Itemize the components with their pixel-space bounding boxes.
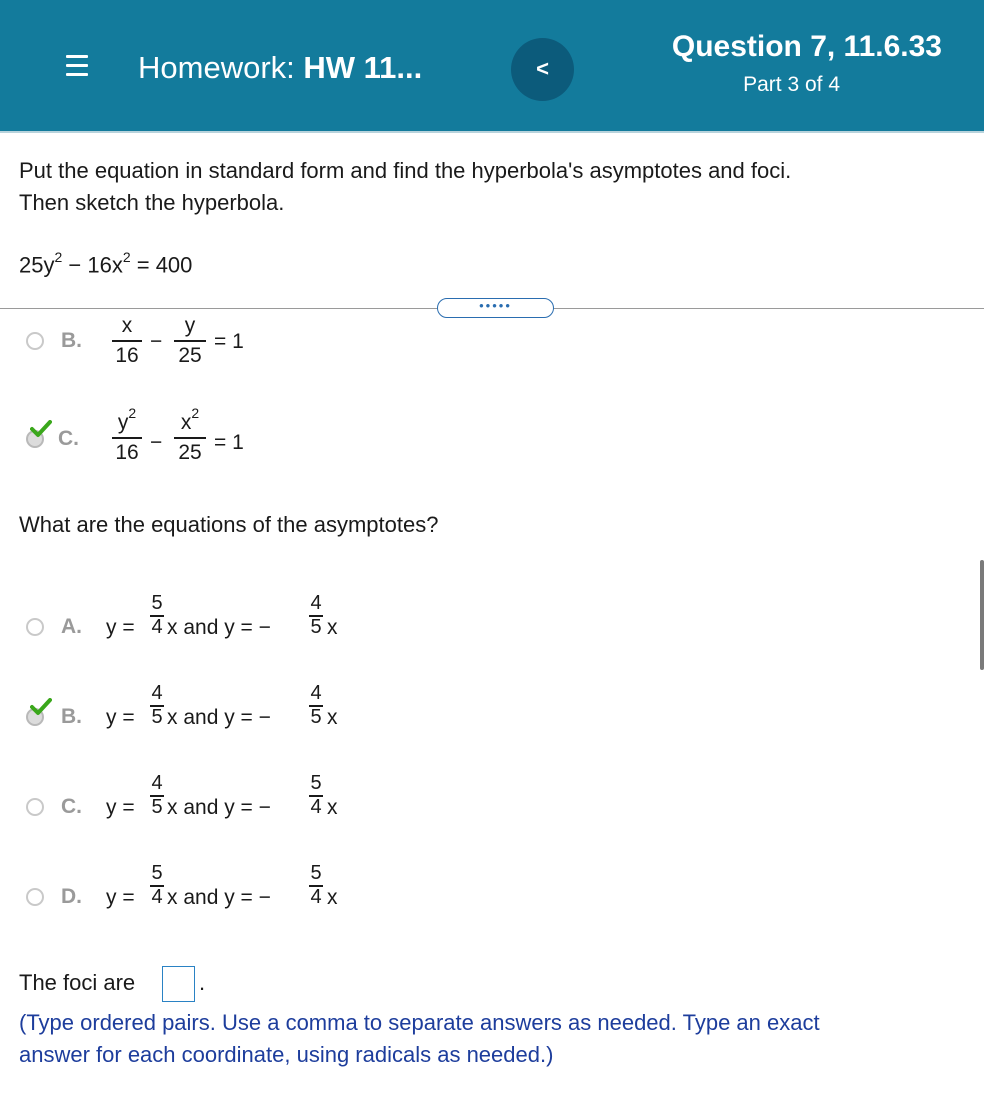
fraction-y-25: y 25 (174, 314, 206, 368)
radio-asymptote-d[interactable] (26, 888, 44, 906)
given-equation: $25y^2 - 16x^2 = 400$ (19, 249, 193, 278)
foci-hint (19, 1007, 820, 1071)
option-middle: x and y = − (167, 796, 271, 819)
option-prefix: y = (106, 886, 135, 909)
option-middle: x and y = − (167, 886, 271, 909)
fraction-y2-16: $y^2$ 16 (112, 404, 142, 465)
equals-one: = 1 (214, 330, 244, 353)
fraction-1: 4 5 (151, 682, 163, 728)
minus-sign: − (150, 330, 163, 353)
homework-title[interactable] (138, 50, 422, 86)
option-letter: B. (61, 329, 82, 352)
menu-icon[interactable] (64, 55, 90, 81)
fraction-x-16: x 16 (112, 314, 142, 368)
option-suffix: x (327, 796, 338, 819)
homework-name: HW 11... (303, 50, 423, 85)
option-prefix: y = (106, 706, 135, 729)
top-bar (0, 0, 984, 133)
instruction-text (19, 155, 791, 219)
checkmark-icon (30, 420, 52, 438)
radio-asymptote-c[interactable] (26, 798, 44, 816)
foci-period: . (199, 970, 206, 995)
option-prefix: y = (106, 616, 135, 639)
foci-label: The foci are (19, 970, 136, 995)
option-middle: x and y = − (167, 706, 271, 729)
part-indicator: Part 3 of 4 (743, 73, 840, 96)
asymptote-question: What are the equations of the asymptotes? (19, 512, 439, 537)
option-middle: x and y = − (167, 616, 271, 639)
radio-asymptote-a[interactable] (26, 618, 44, 636)
option-prefix: y = (106, 796, 135, 819)
fraction-2: 5 4 (310, 862, 322, 908)
option-suffix: x (327, 616, 338, 639)
instruction-line-1: Put the equation in standard form and find the hyperbola's asymptotes and foci. (19, 158, 792, 183)
fraction-2: 5 4 (310, 772, 322, 818)
option-suffix: x (327, 706, 338, 729)
fraction-2: 4 5 (310, 682, 322, 728)
instruction-line-2: Then sketch the hyperbola. (19, 190, 285, 215)
question-title: Question 7, 11.6.33 (671, 30, 942, 63)
option-letter: C. (58, 427, 79, 450)
scrollbar[interactable] (980, 560, 984, 670)
hint-line-2: answer for each coordinate, using radicals as needed.) (19, 1042, 554, 1067)
fraction-x2-25: $x^2$ 25 (174, 404, 206, 465)
option-letter: C. (61, 795, 82, 818)
fraction-1: 5 4 (151, 862, 163, 908)
fraction-1: 4 5 (151, 772, 163, 818)
homework-label: Homework: (138, 50, 295, 85)
checkmark-icon (30, 698, 52, 716)
minus-sign: − (150, 431, 163, 454)
option-letter: D. (61, 885, 82, 908)
radio-standard-b[interactable] (26, 332, 44, 350)
option-letter: B. (61, 705, 82, 728)
equals-one: = 1 (214, 431, 244, 454)
hint-line-1: (Type ordered pairs. Use a comma to separate answers as needed. Type an exact (19, 1010, 820, 1035)
back-button[interactable]: < (511, 38, 574, 101)
foci-answer-input[interactable] (162, 966, 195, 1002)
option-suffix: x (327, 886, 338, 909)
fraction-2: 4 5 (310, 592, 322, 638)
expand-previous-button[interactable]: ••••• (437, 298, 554, 318)
fraction-1: 5 4 (151, 592, 163, 638)
option-letter: A. (61, 615, 82, 638)
